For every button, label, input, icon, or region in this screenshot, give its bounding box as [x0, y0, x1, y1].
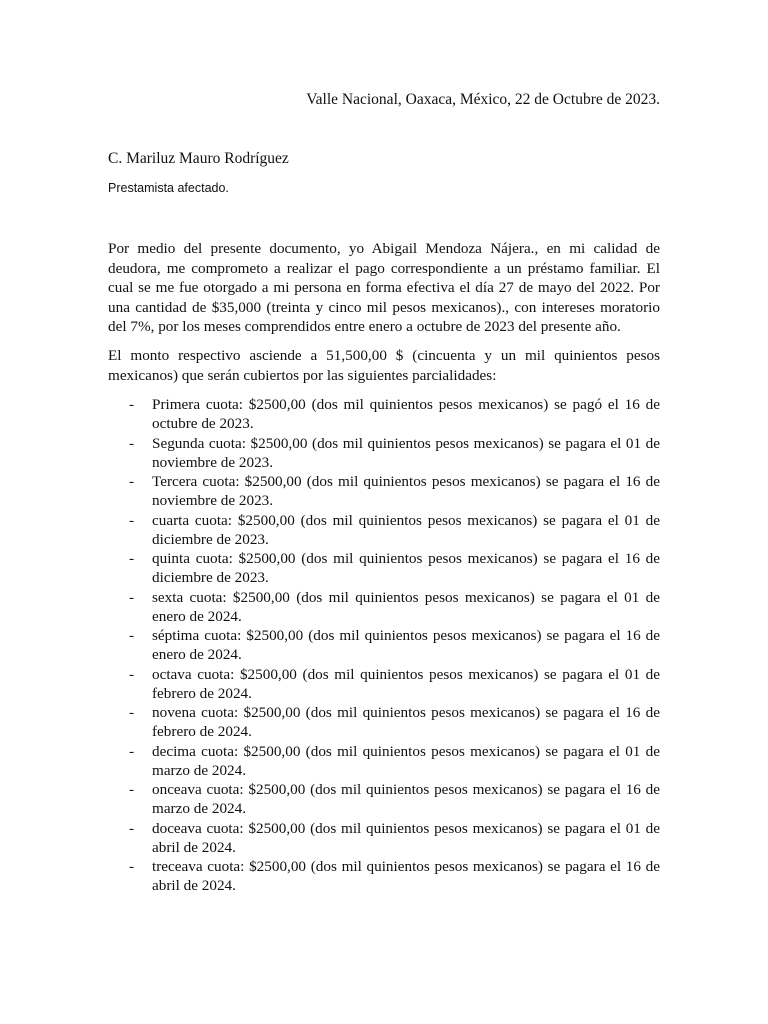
installment-text: decima cuota: $2500,00 (dos mil quinientos pesos mexicanos) se pagara el 01 de marzo de 2024.	[152, 742, 660, 779]
installment-text: séptima cuota: $2500,00 (dos mil quinientos pesos mexicanos) se pagara el 16 de enero de 2024.	[152, 627, 660, 663]
place-date: Valle Nacional, Oaxaca, México, 22 de Octubre de 2023.	[306, 91, 660, 108]
bullet-dash: -	[129, 781, 135, 798]
installment-text: octava cuota: $2500,00 (dos mil quinientos pesos mexicanos) se pagara el 01 de febrero de 2024.	[152, 665, 660, 702]
installment-text: novena cuota: $2500,00 (dos mil quinientos pesos mexicanos) se pagara el 16 de febrero de 2024.	[152, 704, 660, 740]
installment-item	[108, 434, 660, 472]
installment-item	[108, 549, 660, 587]
installment-text: doceava cuota: $2500,00 (dos mil quinientos pesos mexicanos) se pagara el 01 de abril de 2024.	[152, 819, 660, 856]
recipient-name: C. Mariluz Mauro Rodríguez	[108, 150, 289, 167]
bullet-dash: -	[129, 858, 135, 875]
bullet-dash: -	[129, 704, 135, 721]
bullet-dash: -	[129, 434, 135, 452]
installment-item	[108, 742, 660, 780]
installment-list	[108, 395, 660, 896]
installment-item	[108, 626, 660, 664]
bullet-dash: -	[129, 742, 135, 760]
installment-item	[108, 472, 660, 510]
installment-text: quinta cuota: $2500,00 (dos mil quinientos pesos mexicanos) se pagara el 16 de diciembre de 2023.	[152, 550, 660, 586]
installment-item	[108, 665, 660, 703]
installment-text: onceava cuota: $2500,00 (dos mil quinientos pesos mexicanos) se pagara el 16 de marzo de 2024.	[152, 781, 660, 817]
installment-text: treceava cuota: $2500,00 (dos mil quinientos pesos mexicanos) se pagara el 16 de abril de 2024.	[152, 858, 660, 894]
bullet-dash: -	[129, 396, 135, 413]
bullet-dash: -	[129, 550, 135, 567]
bullet-dash: -	[129, 819, 135, 837]
installment-item	[108, 780, 660, 818]
installment-item	[108, 703, 660, 741]
bullet-dash: -	[129, 511, 135, 529]
installment-text: sexta cuota: $2500,00 (dos mil quinientos pesos mexicanos) se pagara el 01 de enero de 2024.	[152, 588, 660, 625]
installment-item	[108, 395, 660, 433]
installment-text: Tercera cuota: $2500,00 (dos mil quinientos pesos mexicanos) se pagara el 16 de noviembre de 2023.	[152, 473, 660, 509]
bullet-dash: -	[129, 627, 135, 644]
bullet-dash: -	[129, 473, 135, 490]
installment-item	[108, 819, 660, 857]
installment-text: cuarta cuota: $2500,00 (dos mil quinientos pesos mexicanos) se pagara el 01 de diciembre de 2023.	[152, 511, 660, 548]
amount-paragraph: El monto respectivo asciende a 51,500,00 $ (cincuenta y un mil quinientos pesos mexicanos) que serán cubiertos por las siguientes parcialidades:	[108, 347, 660, 384]
bullet-dash: -	[129, 588, 135, 606]
recipient-role: Prestamista afectado.	[108, 181, 229, 195]
installment-item	[108, 857, 660, 895]
installment-text: Primera cuota: $2500,00 (dos mil quinientos pesos mexicanos) se pagó el 16 de octubre de 2023.	[152, 396, 660, 432]
installment-text: Segunda cuota: $2500,00 (dos mil quinientos pesos mexicanos) se pagara el 01 de noviembre de 2023.	[152, 434, 660, 471]
installment-item	[108, 588, 660, 626]
installment-item	[108, 511, 660, 549]
intro-paragraph: Por medio del presente documento, yo Abigail Mendoza Nájera., en mi calidad de deudora, me comprometo a realizar el pago correspondiente a un préstamo familiar. El cual se me fue otorgado a mi persona en forma efectiva el día 27 de mayo del 2022. Por una cantidad de $35,000 (treinta y cinco mil pesos mexicanos)., con intereses moratorio del 7%, por los meses comprendidos entre enero a octubre de 2023 del presente año.	[108, 240, 660, 335]
bullet-dash: -	[129, 665, 135, 683]
